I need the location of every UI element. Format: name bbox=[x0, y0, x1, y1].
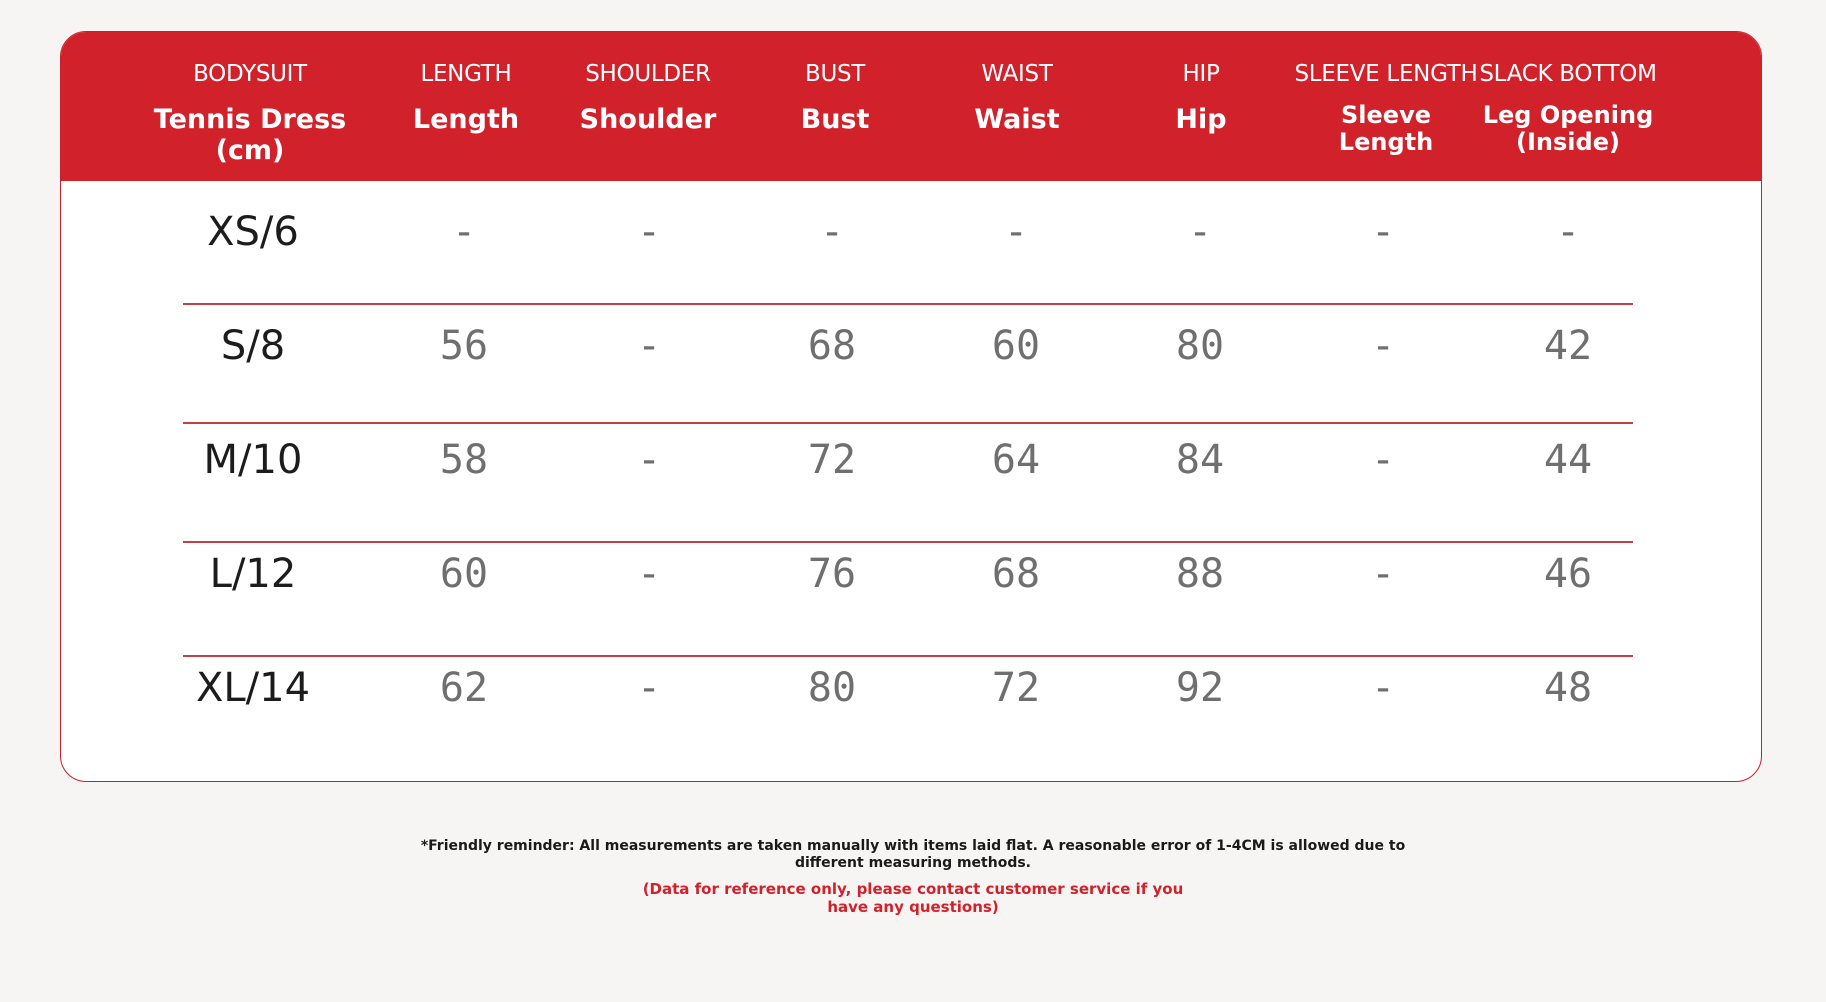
row-size-label: L/12 bbox=[209, 551, 297, 597]
reference-note-text: (Data for reference only, please contact customer service if you have any questions) bbox=[642, 880, 1184, 916]
header-col-slack-bottom bbox=[1468, 32, 1668, 181]
header-col-length-en: LENGTH bbox=[420, 61, 512, 87]
reference-note bbox=[0, 880, 1826, 916]
cell-length: 58 bbox=[439, 437, 489, 483]
cell-sleeve-length: - bbox=[1370, 665, 1396, 711]
cell-leg-opening: 48 bbox=[1543, 665, 1593, 711]
cell-hip: 80 bbox=[1175, 323, 1225, 369]
header-col-hip bbox=[1101, 32, 1301, 181]
cell-length: - bbox=[451, 209, 477, 255]
cell-leg-opening: 42 bbox=[1543, 323, 1593, 369]
header-col-bust bbox=[735, 32, 935, 181]
cell-hip: 84 bbox=[1175, 437, 1225, 483]
measurement-reminder-text: *Friendly reminder: All measurements are taken manually with items laid flat. A reasonable error of 1-4CM is allowed due to different measuring methods. bbox=[420, 838, 1406, 871]
cell-length: 60 bbox=[439, 551, 489, 597]
cell-sleeve-length: - bbox=[1370, 323, 1396, 369]
header-col-shoulder-en: SHOULDER bbox=[585, 61, 711, 87]
cell-hip: 88 bbox=[1175, 551, 1225, 597]
header-col-bodysuit-en: BODYSUIT bbox=[193, 61, 307, 87]
cell-leg-opening: - bbox=[1555, 209, 1581, 255]
cell-leg-opening: 44 bbox=[1543, 437, 1593, 483]
header-col-bodysuit-label: Tennis Dress (cm) bbox=[153, 104, 347, 166]
row-size-label: XL/14 bbox=[195, 665, 311, 711]
header-col-sleeve-length-label: Sleeve Length bbox=[1338, 101, 1434, 156]
table-row-s bbox=[61, 289, 1761, 403]
cell-bust: 80 bbox=[807, 665, 857, 711]
row-size-label: M/10 bbox=[203, 437, 303, 483]
cell-shoulder: - bbox=[636, 437, 662, 483]
header-col-waist bbox=[917, 32, 1117, 181]
cell-bust: 76 bbox=[807, 551, 857, 597]
table-row-l bbox=[61, 517, 1761, 631]
cell-leg-opening: 46 bbox=[1543, 551, 1593, 597]
header-col-shoulder bbox=[548, 32, 748, 181]
cell-sleeve-length: - bbox=[1370, 209, 1396, 255]
cell-bust: 72 bbox=[807, 437, 857, 483]
header-col-waist-label: Waist bbox=[974, 104, 1060, 135]
cell-bust: 68 bbox=[807, 323, 857, 369]
header-col-shoulder-label: Shoulder bbox=[579, 104, 717, 135]
cell-shoulder: - bbox=[636, 551, 662, 597]
header-col-sleeve-length-en: SLEEVE LENGTH bbox=[1294, 61, 1478, 87]
header-col-sleeve-length bbox=[1286, 32, 1486, 181]
header-col-length-label: Length bbox=[412, 104, 520, 135]
cell-waist: 72 bbox=[991, 665, 1041, 711]
cell-length: 56 bbox=[439, 323, 489, 369]
cell-waist: - bbox=[1003, 209, 1029, 255]
header-col-slack-bottom-label: Leg Opening (Inside) bbox=[1482, 101, 1654, 156]
header-col-bodysuit bbox=[150, 32, 350, 181]
cell-sleeve-length: - bbox=[1370, 437, 1396, 483]
header-col-hip-en: HIP bbox=[1182, 61, 1220, 87]
header-col-bust-en: BUST bbox=[804, 61, 866, 87]
table-row-xs bbox=[61, 175, 1761, 289]
header-col-hip-label: Hip bbox=[1175, 104, 1227, 135]
cell-waist: 64 bbox=[991, 437, 1041, 483]
cell-length: 62 bbox=[439, 665, 489, 711]
cell-hip: - bbox=[1187, 209, 1213, 255]
cell-waist: 60 bbox=[991, 323, 1041, 369]
header-col-bust-label: Bust bbox=[800, 104, 870, 135]
row-size-label: XS/6 bbox=[207, 209, 299, 255]
size-chart-header bbox=[61, 32, 1761, 181]
header-col-length bbox=[366, 32, 566, 181]
cell-shoulder: - bbox=[636, 209, 662, 255]
row-size-label: S/8 bbox=[220, 323, 286, 369]
size-chart-card bbox=[60, 31, 1762, 782]
cell-hip: 92 bbox=[1175, 665, 1225, 711]
table-row-m bbox=[61, 403, 1761, 517]
cell-shoulder: - bbox=[636, 323, 662, 369]
cell-sleeve-length: - bbox=[1370, 551, 1396, 597]
header-col-slack-bottom-en: SLACK BOTTOM bbox=[1479, 61, 1657, 87]
header-col-waist-en: WAIST bbox=[981, 61, 1053, 87]
cell-waist: 68 bbox=[991, 551, 1041, 597]
cell-bust: - bbox=[819, 209, 845, 255]
measurement-reminder bbox=[0, 838, 1826, 872]
table-row-xl bbox=[61, 631, 1761, 745]
cell-shoulder: - bbox=[636, 665, 662, 711]
